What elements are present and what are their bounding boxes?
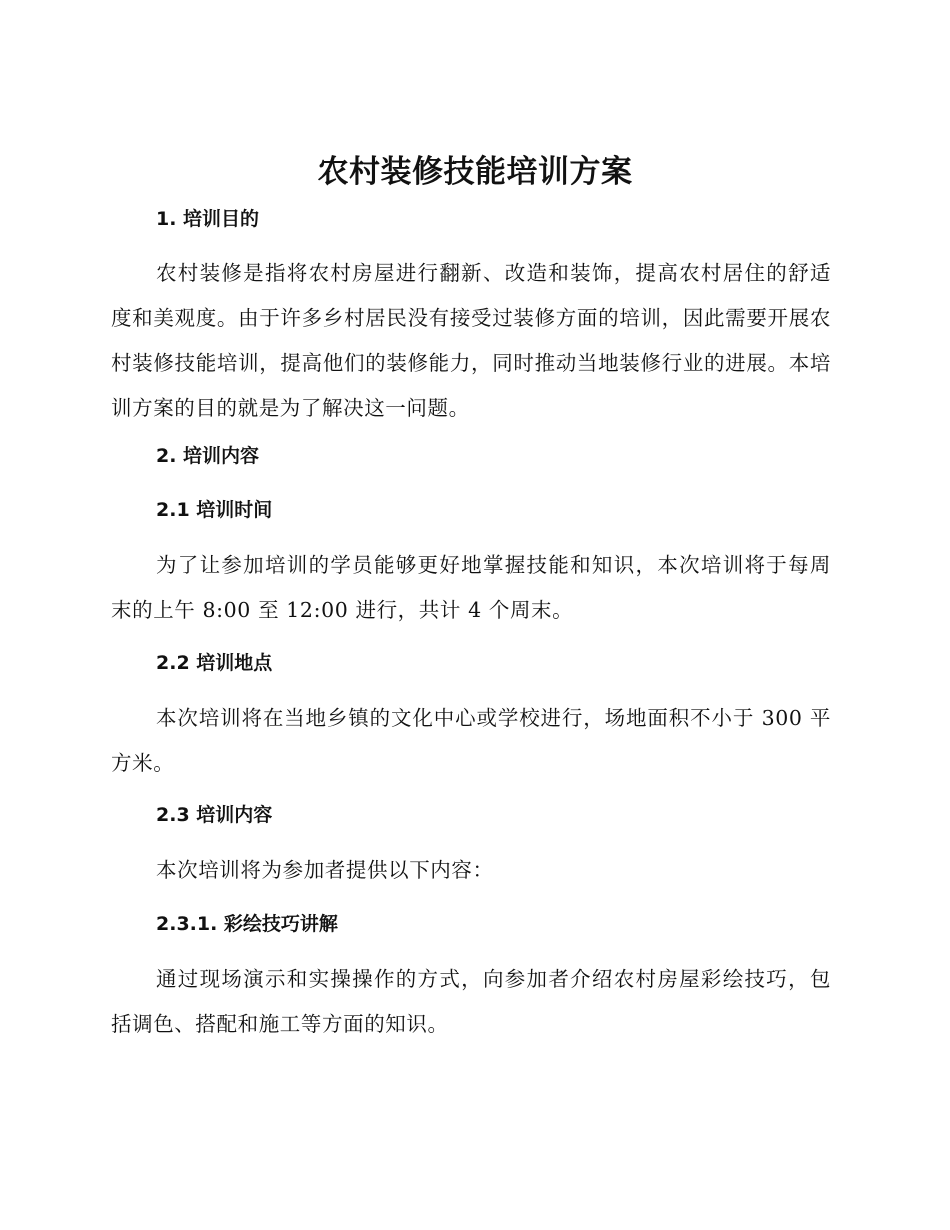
section-heading-training-time: 2.1 培训时间	[156, 499, 273, 521]
paragraph-training-location: 本次培训将在当地乡镇的文化中心或学校进行，场地面积不小于 300 平方米。	[111, 706, 831, 775]
section-heading-training-content: 2. 培训内容	[156, 445, 260, 467]
paragraph-training-purpose: 农村装修是指将农村房屋进行翻新、改造和装饰，提高农村居住的舒适度和美观度。由于许多乡村居民没有接受过装修方面的培训，因此需要开展农村装修技能培训，提高他们的装修能力，同时推动当地装修行业的进展。本培训方案的目的就是为了解决这一问题。	[111, 261, 831, 420]
paragraph-training-time: 为了让参加培训的学员能够更好地掌握技能和知识，本次培训将于每周末的上午 8:00 至 12:00 进行，共计 4 个周末。	[111, 553, 831, 622]
section-heading-training-purpose: 1. 培训目的	[156, 208, 260, 230]
section-heading-painting-techniques: 2.3.1. 彩绘技巧讲解	[156, 913, 338, 935]
paragraph-training-details: 本次培训将为参加者提供以下内容：	[156, 858, 494, 882]
document-title: 农村装修技能培训方案	[317, 154, 633, 190]
section-heading-training-location: 2.2 培训地点	[156, 652, 273, 674]
paragraph-painting-techniques: 通过现场演示和实操操作的方式，向参加者介绍农村房屋彩绘技巧，包括调色、搭配和施工等方面的知识。	[111, 967, 831, 1036]
section-heading-training-details: 2.3 培训内容	[156, 804, 273, 826]
